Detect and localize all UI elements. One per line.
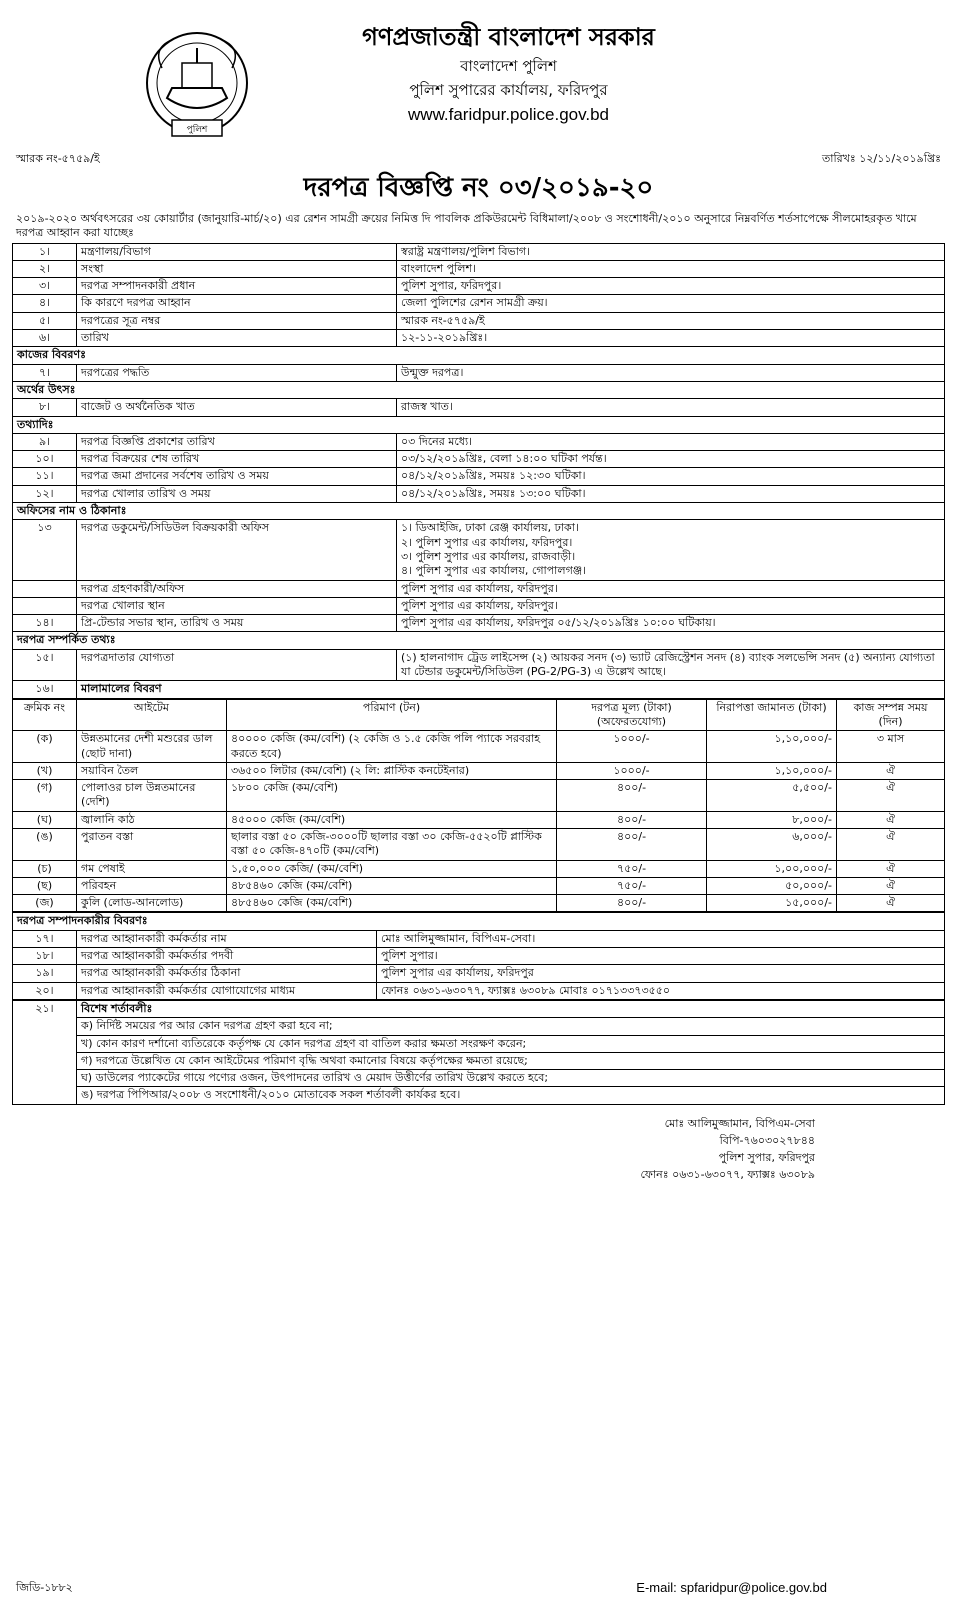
table-row: (জ) কুলি (লোড-আনলোড) ৪৮৫৪৬০ কেজি (কম/বেশি) ৪০০/- ১৫,০০০/- ঐ	[13, 895, 945, 912]
svg-text:পুলিশ: পুলিশ	[186, 125, 208, 135]
table-row: ১৯। দরপত্র আহ্বানকারী কর্মকর্তার ঠিকানা পুলিশ সুপার এর কার্যালয়, ফরিদপুর	[13, 965, 945, 982]
government-title: গণপ্রজাতন্ত্রী বাংলাদেশ সরকার	[362, 23, 655, 51]
table-row: ৫। দরপত্রের সূত্র নম্বর স্মারক নং-৫৭৫৯/ই	[13, 312, 945, 329]
table-row: ২১। বিশেষ শর্তাবলীঃ	[13, 1000, 945, 1017]
table-row: ১৫। দরপত্রদাতার যোগ্যতা (১) হালনাগাদ ট্রেড লাইসেন্স (২) আয়কর সনদ (৩) ভ্যাট রেজিস্ট্রেশন সনদ (৪) ব্যাংক সলভেন্সি সনদ (৫) অন্যান্য যোগ্যতা যা টেন্ডার ডকুমেন্ট/সিডিউল (PG-2/PG-3) এ উল্লেখ আছে।	[13, 649, 945, 681]
notice-date: তারিখঃ ১২/১১/২০১৯খ্রিঃ	[822, 152, 941, 165]
signatory-bp: বিপি-৭৬০৩০২৭৮৪৪	[719, 1133, 815, 1147]
conditions-table	[12, 1000, 945, 1105]
signatory-name: মোঃ আলিমুজ্জামান, বিপিএম-সেবা	[664, 1116, 815, 1130]
memo-number: স্মারক নং-৫৭৫৯/ই	[16, 152, 100, 165]
table-row: ২০। দরপত্র আহ্বানকারী কর্মকর্তার যোগাযোগের মাধ্যম ফোনঃ ০৬৩১-৬৩০৭৭, ফ্যাক্সঃ ৬৩০৮৯ মোবাঃ ০১৭১৩৩৭৩৫৫০	[13, 982, 945, 999]
email-link[interactable]: E-mail: spfaridpur@police.gov.bd	[636, 1580, 827, 1596]
condition-item: গ) দরপত্রে উল্লেখিত যে কোন আইটেমের পরিমাণ বৃদ্ধি অথবা কমানোর বিষয়ে কর্তৃপক্ষের ক্ষমতা রয়েছে;	[13, 1052, 945, 1069]
table-row: ৮। বাজেট ও অর্থনৈতিক খাত রাজস্ব খাত।	[13, 399, 945, 416]
section-heading: কাজের বিবরণঃ	[13, 347, 945, 364]
table-row: ৪। কি কারণে দরপত্র আহ্বান জেলা পুলিশের রেশন সামগ্রী ক্রয়।	[13, 295, 945, 312]
items-table	[12, 699, 945, 913]
table-row: ১৭। দরপত্র আহ্বানকারী কর্মকর্তার নাম মোঃ আলিমুজ্জামান, বিপিএম-সেবা।	[13, 930, 945, 947]
table-row: ১০। দরপত্র বিক্রয়ের শেষ তারিখ ০৩/১২/২০১৯খ্রিঃ, বেলা ১৪:০০ ঘটিকা পর্যন্ত।	[13, 451, 945, 468]
notice-title: দরপত্র বিজ্ঞপ্তি নং ০৩/২০১৯-২০	[303, 173, 654, 203]
table-row: ৯। দরপত্র বিজ্ঞপ্তি প্রকাশের তারিখ ০৩ দিনের মধ্যে।	[13, 433, 945, 450]
signatory-phone: ফোনঃ ০৬৩১-৬৩০৭৭, ফ্যাক্সঃ ৬৩০৮৯	[640, 1167, 815, 1181]
table-row: (ছ) পরিবহন ৪৮৫৪৬০ কেজি (কম/বেশি) ৭৫০/- ৫০,০০০/- ঐ	[13, 877, 945, 894]
table-row: ১১। দরপত্র জমা প্রদানের সর্বশেষ তারিখ ও সময় ০৪/১২/২০১৯খ্রিঃ, সময়ঃ ১২:৩০ ঘটিকা।	[13, 468, 945, 485]
section-heading: তথ্যাদিঃ	[13, 416, 945, 433]
condition-item: খ) কোন কারণ দর্শানো ব্যতিরেকে কর্তৃপক্ষ যে কোন দরপত্র গ্রহণ বা বাতিল করার ক্ষমতা সংরক্ষণ করেন;	[13, 1035, 945, 1052]
table-row: ১৮। দরপত্র আহ্বানকারী কর্মকর্তার পদবী পুলিশ সুপার।	[13, 948, 945, 965]
executive-table	[12, 912, 945, 999]
signatory-title: পুলিশ সুপার, ফরিদপুর	[718, 1150, 815, 1164]
org-name: বাংলাদেশ পুলিশ	[460, 57, 557, 76]
table-row: ১৪। প্রি-টেন্ডার সভার স্থান, তারিখ ও সময় পুলিশ সুপার এর কার্যালয়, ফরিদপুর ০৫/১২/২০১৯খ্রিঃ ১০:০০ ঘটিকায়।	[13, 615, 945, 632]
table-row: (ঘ) জ্বালানি কাঠ ৪৫০০০ কেজি (কম/বেশি) ৪০০/- ৮,০০০/- ঐ	[13, 811, 945, 828]
section-heading: দরপত্র সম্পর্কিত তথ্যঃ	[13, 632, 945, 649]
condition-item: ক) নির্দিষ্ট সময়ের পর আর কোন দরপত্র গ্রহণ করা হবে না;	[13, 1018, 945, 1035]
table-row: (ক) উন্নতমানের দেশী মশুরের ডাল (ছোট দানা) ৪০০০০ কেজি (কম/বেশি) (২ কেজি ও ১.৫ কেজি পলি প্যাকে সরবরাহ করতে হবে) ১০০০/- ১,১০,০০০/- ৩ মাস	[13, 731, 945, 763]
table-row: (ঙ) পুরাতন বস্তা ছালার বস্তা ৫০ কেজি-৩০০০টি ছালার বস্তা ৩০ কেজি-৫৫২০টি প্লাস্টিক বস্তা ৫০ কেজি-৪৭০টি (কম/বেশি) ৪০০/- ৬,০০০/- ঐ	[13, 828, 945, 860]
website-link[interactable]: www.faridpur.police.gov.bd	[408, 105, 609, 125]
table-row: দরপত্র খোলার স্থান পুলিশ সুপার এর কার্যালয়, ফরিদপুর।	[13, 597, 945, 614]
table-row: ১২। দরপত্র খোলার তারিখ ও সময় ০৪/১২/২০১৯খ্রিঃ, সময়ঃ ১৩:০০ ঘটিকা।	[13, 485, 945, 502]
section-heading: দরপত্র সম্পাদনকারীর বিবরণঃ	[13, 913, 945, 930]
table-row: দরপত্র গ্রহণকারী/অফিস পুলিশ সুপার এর কার্যালয়, ফরিদপুর।	[13, 580, 945, 597]
section-heading: অর্থের উৎসঃ	[13, 381, 945, 398]
table-row: ৩। দরপত্র সম্পাদনকারী প্রধান পুলিশ সুপার, ফরিদপুর।	[13, 278, 945, 295]
intro-text: ২০১৯-২০২০ অর্থবৎসরের ৩য় কোয়ার্টার (জানুয়ারি-মার্চ/২০) এর রেশন সামগ্রী ক্রয়ের নিমিত্ত দি পাবলিক প্রকিউরমেন্ট বিধিমালা/২০০৮ ও সংশোধনী/২০১০ অনুসারে নিম্নবর্ণিত শর্তসাপেক্ষে সীলমোহরকৃত খামে দরপত্র আহ্বান করা যাচ্ছেঃ	[16, 212, 917, 240]
signature-block	[12, 1115, 945, 1183]
table-row: ১৬। মালামালের বিবরণ	[13, 681, 945, 698]
section-heading: অফিসের নাম ও ঠিকানাঃ	[13, 503, 945, 520]
table-row: ৬। তারিখ ১২-১১-২০১৯খ্রিঃ।	[13, 330, 945, 347]
table-row: ৭। দরপত্রের পদ্ধতি উন্মুক্ত দরপত্র।	[13, 364, 945, 381]
gd-number: জিডি-১৮৮২	[16, 1580, 73, 1594]
table-row: ১। মন্ত্রণালয়/বিভাগ স্বরাষ্ট্র মন্ত্রণালয়/পুলিশ বিভাগ।	[13, 243, 945, 260]
condition-item: ঘ) ডাউলের প্যাকেটের গায়ে পণ্যের ওজন, উৎপাদনের তারিখ ও মেয়াদ উত্তীর্ণের তারিখ উল্লেখ করতে হবে;	[13, 1070, 945, 1087]
condition-item: ঙ) দরপত্র পিপিআর/২০০৮ ও সংশোধনী/২০১০ মোতাবেক সকল শর্তাবলী কার্যকর হবে।	[13, 1087, 945, 1104]
table-row: (খ) সয়াবিন তৈল ৩৬৫০০ লিটার (কম/বেশি) (২ লি: প্লাস্টিক কনটেইনার) ১০০০/- ১,১০,০০০/- ঐ	[13, 762, 945, 779]
items-header-row: ক্রমিক নং আইটেম পরিমাণ (টন) দরপত্র মূল্য (টাকা) (অফেরতযোগ্য) নিরাপত্তা জামানত (টাকা) কাজ সম্পন্ন সময় (দিন)	[13, 699, 945, 731]
table-row: (চ) গম পেষাই ১,৫০,০০০ কেজি/ (কম/বেশি) ৭৫০/- ১,০০,০০০/- ঐ	[13, 860, 945, 877]
table-row: ২। সংস্থা বাংলাদেশ পুলিশ।	[13, 260, 945, 277]
header	[12, 10, 945, 170]
table-row: (গ) পোলাওর চাল উন্নতমানের (দেশি) ১৮০০ কেজি (কম/বেশি) ৪০০/- ৫,৫০০/- ঐ	[13, 780, 945, 812]
info-table	[12, 243, 945, 699]
table-row: ১৩ দরপত্র ডকুমেন্ট/সিডিউল বিক্রয়কারী অফিস ১। ডিআইজি, ঢাকা রেঞ্জ কার্যালয়, ঢাকা। ২। পুলিশ সুপার এর কার্যালয়, ফরিদপুর। ৩। পুলিশ সুপার এর কার্যালয়, রাজবাড়ী। ৪। পুলিশ সুপার এর কার্যালয়, গোপালগঞ্জ।	[13, 520, 945, 580]
office-name: পুলিশ সুপারের কার্যালয়, ফরিদপুর	[409, 80, 608, 99]
